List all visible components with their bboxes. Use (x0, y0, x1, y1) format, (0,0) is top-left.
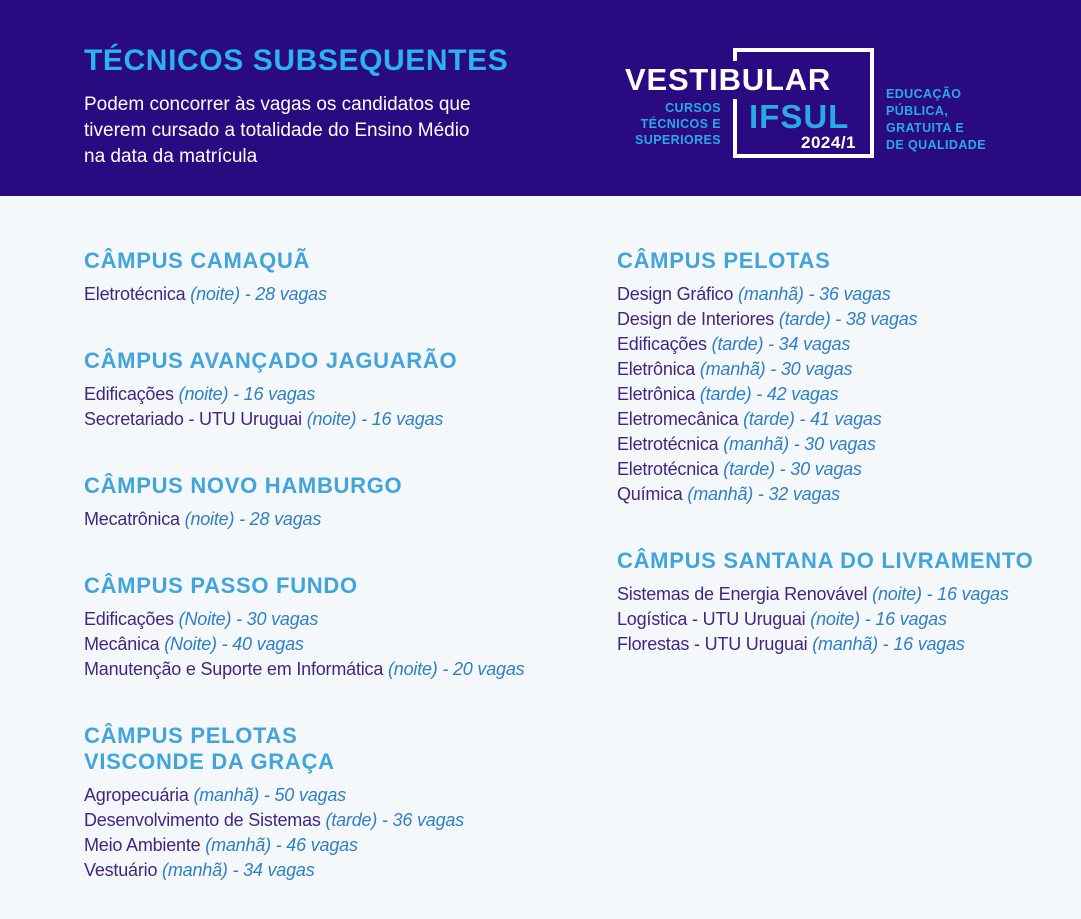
vestibular-ifsul-logo (617, 44, 986, 166)
course-details: (noite) - 28 vagas (179, 509, 322, 529)
page-title: TÉCNICOS SUBSEQUENTES (84, 44, 509, 77)
header-band (0, 0, 1081, 196)
course-list (84, 382, 617, 432)
course-details: (tarde) - 30 vagas (718, 459, 862, 479)
campus-title (84, 573, 617, 599)
course-name: Design Gráfico (617, 284, 734, 304)
course-name: Desenvolvimento de Sistemas (84, 810, 321, 830)
logo-wordmark-vestibular: VESTIBULAR (617, 61, 839, 99)
course-name: Eletromecânica (617, 409, 739, 429)
text-line: SUPERIORES (635, 133, 721, 147)
course-name: Edificações (84, 609, 174, 629)
course-row (617, 407, 1081, 432)
course-name: Edificações (84, 384, 174, 404)
campus-title (84, 348, 617, 374)
campus-title-line: CÂMPUS SANTANA DO LIVRAMENTO (617, 548, 1034, 573)
course-name: Mecatrônica (84, 509, 180, 529)
course-row (84, 382, 617, 407)
text-line: DE QUALIDADE (886, 138, 986, 152)
course-details: (manhã) - 30 vagas (695, 359, 853, 379)
campus-title-line: VISCONDE DA GRAÇA (84, 749, 335, 774)
course-name: Mecânica (84, 634, 160, 654)
course-details: (noite) - 16 vagas (805, 609, 947, 629)
course-row (617, 282, 1081, 307)
course-name: Eletrotécnica (617, 459, 719, 479)
course-name: Vestuário (84, 860, 158, 880)
logo-educacao-tagline (886, 86, 986, 154)
text-line: PÚBLICA, (886, 104, 949, 118)
course-row (84, 632, 617, 657)
course-details: (tarde) - 34 vagas (706, 334, 851, 354)
course-name: Meio Ambiente (84, 835, 201, 855)
course-details: (noite) - 16 vagas (301, 409, 444, 429)
course-details: (tarde) - 36 vagas (320, 810, 464, 830)
course-details: (manhã) - 32 vagas (682, 484, 840, 504)
campus-title-line: CÂMPUS PELOTAS (84, 723, 298, 748)
course-details: (Noite) - 40 vagas (159, 634, 304, 654)
campus-section (84, 723, 617, 883)
course-row (84, 783, 617, 808)
page-subtitle (84, 92, 508, 170)
logo-brand-ifsul: IFSUL (749, 98, 850, 135)
column-right (617, 248, 1081, 919)
course-name: Química (617, 484, 683, 504)
course-details: (noite) - 16 vagas (867, 584, 1009, 604)
course-name: Secretariado - UTU Uruguai (84, 409, 302, 429)
course-details: (manhã) - 46 vagas (200, 835, 358, 855)
course-details: (tarde) - 38 vagas (774, 309, 918, 329)
course-row (84, 607, 617, 632)
course-list (84, 282, 617, 307)
course-details: (manhã) - 36 vagas (733, 284, 891, 304)
course-name: Sistemas de Energia Renovável (617, 584, 868, 604)
campus-title-line: CÂMPUS PELOTAS (617, 248, 831, 273)
course-row (84, 858, 617, 883)
course-row (84, 833, 617, 858)
column-left (84, 248, 617, 919)
campus-section (84, 573, 617, 682)
course-details: (manhã) - 50 vagas (188, 785, 346, 805)
course-row (84, 808, 617, 833)
campus-title (617, 248, 1081, 274)
course-details: (manhã) - 16 vagas (807, 634, 965, 654)
course-name: Manutenção e Suporte em Informática (84, 659, 384, 679)
text-line: CURSOS (665, 101, 721, 115)
campus-section (617, 548, 1081, 657)
campus-title (84, 723, 617, 775)
campus-title (84, 248, 617, 274)
campus-title-line: CÂMPUS CAMAQUÃ (84, 248, 311, 273)
course-row (617, 357, 1081, 382)
course-row (84, 507, 617, 532)
text-line: GRATUITA E (886, 121, 965, 135)
course-name: Florestas - UTU Uruguai (617, 634, 808, 654)
course-row (617, 332, 1081, 357)
campus-section (84, 473, 617, 532)
course-list (617, 582, 1081, 657)
course-row (617, 432, 1081, 457)
course-name: Eletrônica (617, 384, 696, 404)
course-details: (tarde) - 41 vagas (738, 409, 882, 429)
campus-title (84, 473, 617, 499)
course-details: (noite) - 16 vagas (173, 384, 316, 404)
text-line: Podem concorrer às vagas os candidatos que (84, 94, 471, 115)
course-row (617, 382, 1081, 407)
logo-edition-label: 2024/1 (801, 133, 856, 152)
campus-section (84, 248, 617, 307)
course-details: (noite) - 20 vagas (383, 659, 525, 679)
text-line: na data da matrícula (84, 146, 258, 167)
course-name: Design de Interiores (617, 309, 775, 329)
course-row (84, 657, 617, 682)
course-name: Logística - UTU Uruguai (617, 609, 806, 629)
course-name: Edificações (617, 334, 707, 354)
campus-title-line: CÂMPUS AVANÇADO JAGUARÃO (84, 348, 458, 373)
campus-section (84, 348, 617, 432)
campus-title-line: CÂMPUS PASSO FUNDO (84, 573, 358, 598)
course-details: (manhã) - 30 vagas (718, 434, 876, 454)
course-details: (tarde) - 42 vagas (695, 384, 839, 404)
course-name: Eletrotécnica (84, 284, 186, 304)
course-details: (noite) - 28 vagas (185, 284, 327, 304)
course-row (617, 482, 1081, 507)
logo-cursos-tagline (617, 100, 721, 148)
campus-title (617, 548, 1081, 574)
course-row (617, 632, 1081, 657)
campus-title-line: CÂMPUS NOVO HAMBURGO (84, 473, 403, 498)
text-line: tiverem cursado a totalidade do Ensino Médio (84, 120, 470, 141)
campus-section (617, 248, 1081, 507)
course-details: (manhã) - 34 vagas (157, 860, 315, 880)
course-row (617, 307, 1081, 332)
course-row (617, 457, 1081, 482)
intro-block (84, 44, 508, 170)
course-name: Eletrônica (617, 359, 696, 379)
course-row (617, 607, 1081, 632)
course-list (617, 282, 1081, 507)
course-name: Eletrotécnica (617, 434, 719, 454)
course-row (84, 407, 617, 432)
campus-listings (0, 196, 1081, 919)
course-row (617, 582, 1081, 607)
course-details: (Noite) - 30 vagas (173, 609, 319, 629)
course-row (84, 282, 617, 307)
course-list (84, 783, 617, 883)
course-name: Agropecuária (84, 785, 189, 805)
course-list (84, 507, 617, 532)
course-list (84, 607, 617, 682)
text-line: TÉCNICOS E (640, 117, 721, 131)
text-line: EDUCAÇÃO (886, 87, 962, 101)
